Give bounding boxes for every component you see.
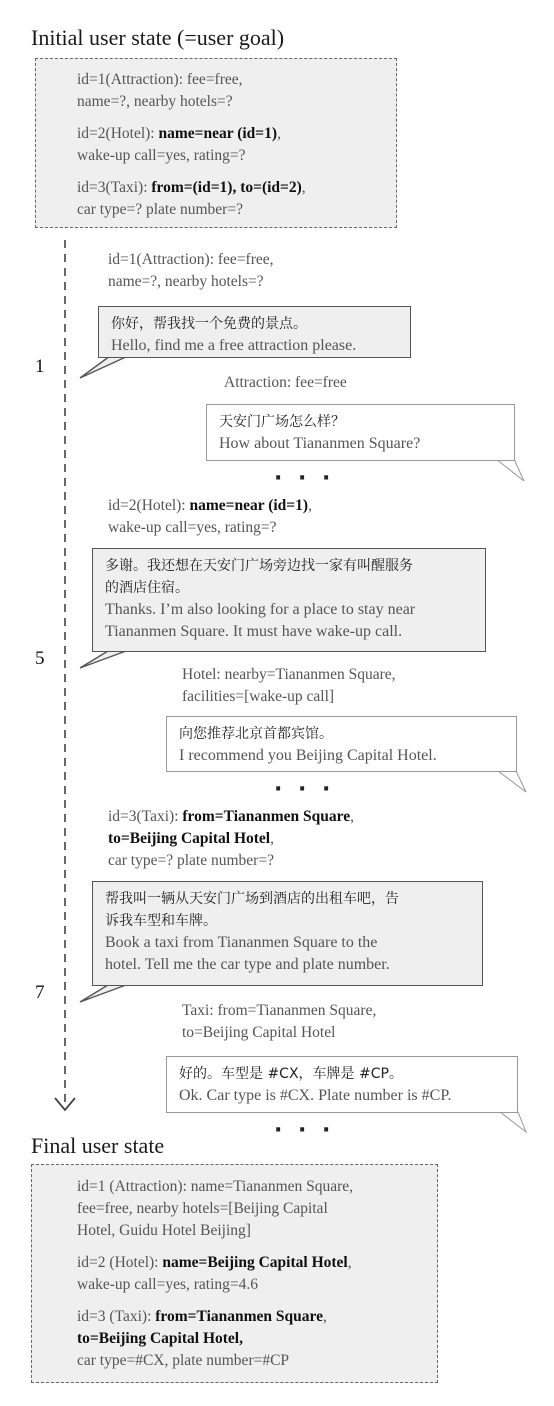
turn1-system-en: How about Tiananmen Square? <box>219 435 421 452</box>
turn7-goal-line-3: car type=? plate number=? <box>108 852 274 869</box>
turn5-user-zh-1: 多谢。我还想在天安门广场旁边找一家有叫醒服务 <box>105 558 413 574</box>
turn5-user-en-2: Tiananmen Square. It must have wake-up call. <box>105 623 403 640</box>
initial-line-4: wake-up call=yes, rating=? <box>77 147 246 164</box>
turn5-system-bubble <box>166 716 517 772</box>
final-line-5: wake-up call=yes, rating=4.6 <box>77 1276 259 1293</box>
initial-line-1: id=1(Attraction): fee=free, <box>77 71 243 88</box>
user-bubble-tail-1 <box>80 356 128 378</box>
turn1-user-zh: 你好，帮我找一个免费的景点。 <box>111 316 307 332</box>
final-state-title: Final user state <box>31 1133 165 1158</box>
turn1-goal-line-2: name=?, nearby hotels=? <box>108 273 264 290</box>
turn5-system-zh: 向您推荐北京首都宾馆。 <box>179 726 333 742</box>
turn5-system-annotation-1: Hotel: nearby=Tiananmen Square, <box>182 666 396 683</box>
turn-number-7: 7 <box>35 982 45 1003</box>
turn5-user-zh-2: 的酒店住宿。 <box>105 580 189 596</box>
final-line-7: to=Beijing Capital Hotel, <box>77 1330 243 1347</box>
turn5-goal-line-1: id=2(Hotel): name=near (id=1), <box>108 497 312 514</box>
ellipsis-3: · · · <box>274 1118 335 1143</box>
ellipsis-2: · · · <box>274 777 335 802</box>
final-line-8: car type=#CX, plate number=#CP <box>77 1352 290 1369</box>
ellipsis-1: · · · <box>274 466 335 491</box>
turn5-system-en: I recommend you Beijing Capital Hotel. <box>179 747 437 764</box>
turn7-user-en-2: hotel. Tell me the car type and plate number. <box>105 956 390 973</box>
turn5-user-en-1: Thanks. I’m also looking for a place to stay near <box>105 601 416 618</box>
initial-line-3: id=2(Hotel): name=near (id=1), <box>77 125 281 142</box>
user-bubble-tail-7 <box>80 985 126 1002</box>
final-line-3: Hotel, Guidu Hotel Beijing] <box>77 1222 251 1239</box>
turn-number-5: 5 <box>35 648 45 669</box>
turn7-system-zh: 好的。车型是 #CX，车牌是 #CP。 <box>179 1066 403 1082</box>
user-bubble-tail-5 <box>80 651 126 668</box>
turn7-system-en: Ok. Car type is #CX. Plate number is #CP. <box>179 1087 452 1104</box>
final-line-1: id=1 (Attraction): name=Tiananmen Square, <box>77 1178 354 1195</box>
turn1-system-bubble <box>206 404 515 461</box>
turn7-goal-line-1: id=3(Taxi): from=Tiananmen Square, <box>108 808 354 825</box>
turn1-user-en: Hello, find me a free attraction please. <box>111 337 357 354</box>
turn5-goal-line-2: wake-up call=yes, rating=? <box>108 519 277 536</box>
system-bubble-tail-5 <box>498 771 526 792</box>
turn7-user-en-1: Book a taxi from Tiananmen Square to the <box>105 934 378 951</box>
initial-line-2: name=?, nearby hotels=? <box>77 93 233 110</box>
turn7-goal-line-2: to=Beijing Capital Hotel, <box>108 830 274 847</box>
turn5-system-annotation-2: facilities=[wake-up call] <box>182 688 335 705</box>
final-line-6: id=3 (Taxi): from=Tiananmen Square, <box>77 1308 327 1325</box>
turn7-user-zh-1: 帮我叫一辆从天安门广场到酒店的出租车吧，告 <box>105 891 399 907</box>
turn7-user-zh-2: 诉我车型和车牌。 <box>105 913 217 929</box>
turn1-user-bubble <box>98 306 411 358</box>
turn5-user-bubble <box>92 548 486 652</box>
initial-line-6: car type=? plate number=? <box>77 201 243 218</box>
turn7-system-annotation-2: to=Beijing Capital Hotel <box>182 1024 336 1041</box>
turn-number-1: 1 <box>35 356 45 377</box>
turn1-system-annotation: Attraction: fee=free <box>224 374 347 391</box>
initial-state-title: Initial user state (=user goal) <box>31 25 285 50</box>
turn7-system-bubble <box>166 1056 518 1113</box>
turn7-system-annotation-1: Taxi: from=Tiananmen Square, <box>182 1002 377 1019</box>
final-line-2: fee=free, nearby hotels=[Beijing Capital <box>77 1200 328 1217</box>
system-bubble-tail-1 <box>496 459 524 481</box>
final-line-4: id=2 (Hotel): name=Beijing Capital Hotel, <box>77 1254 352 1271</box>
turn7-user-bubble <box>92 881 483 986</box>
initial-line-5: id=3(Taxi): from=(id=1), to=(id=2), <box>77 179 306 196</box>
turn1-goal-line-1: id=1(Attraction): fee=free, <box>108 251 274 268</box>
turn1-system-zh: 天安门广场怎么样？ <box>219 414 345 430</box>
system-bubble-tail-7 <box>500 1112 526 1132</box>
